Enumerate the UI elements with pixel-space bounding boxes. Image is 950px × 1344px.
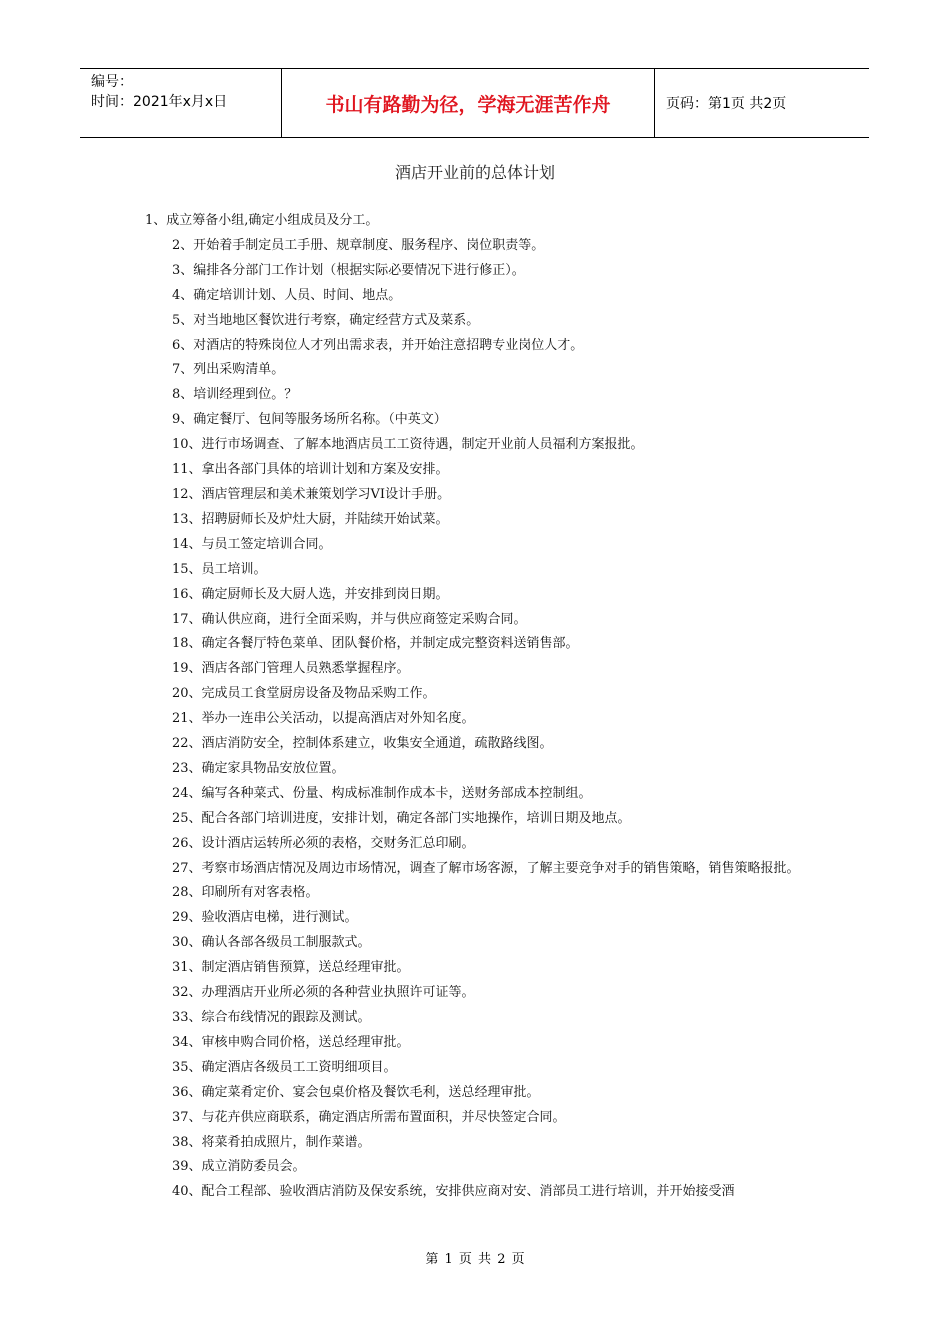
plan-item: 33、综合布线情况的跟踪及测试。 (172, 1010, 371, 1025)
plan-item: 13、招聘厨师长及炉灶大厨，并陆续开始试菜。 (172, 511, 449, 527)
plan-item: 27、考察市场酒店情况及周边市场情况，调查了解市场客源，了解主要竞争对手的销售策略，销售策略报批。 (172, 860, 800, 876)
plan-item: 1、成立筹备小组,确定小组成员及分工。 (145, 213, 379, 228)
header-table (80, 68, 869, 138)
plan-item: 9、确定餐厅、包间等服务场所名称。（中英文） (172, 412, 447, 428)
plan-item: 19、酒店各部门管理人员熟悉掌握程序。 (172, 661, 410, 677)
plan-item: 30、确认各部各级员工制服款式。 (172, 935, 371, 951)
plan-item: 12、酒店管理层和美术兼策划学习VI设计手册。 (172, 486, 451, 502)
plan-item: 10、进行市场调查、了解本地酒店员工工资待遇，制定开业前人员福利方案报批。 (172, 437, 644, 453)
plan-item: 28、印刷所有对客表格。 (172, 885, 319, 901)
plan-item: 14、与员工签定培训合同。 (172, 536, 332, 552)
plan-item: 5、对当地地区餐饮进行考察，确定经营方式及菜系。 (172, 312, 480, 328)
plan-item: 25、配合各部门培训进度，安排计划，确定各部门实地操作，培训日期及地点。 (172, 810, 631, 826)
plan-item: 29、验收酒店电梯，进行测试。 (172, 910, 358, 926)
plan-item: 24、编写各种菜式、份量、构成标准制作成本卡，送财务部成本控制组。 (172, 785, 592, 801)
plan-item: 4、确定培训计划、人员、时间、地点。 (172, 287, 402, 303)
plan-item: 31、制定酒店销售预算，送总经理审批。 (172, 960, 410, 976)
header-motto: 书山有路勤为径，学海无涯苦作舟 (282, 69, 655, 137)
plan-item: 21、举办一连串公关活动，以提高酒店对外知名度。 (172, 711, 475, 727)
plan-item: 35、确定酒店各级员工工资明细项目。 (172, 1059, 397, 1075)
document-date-label: 时间：2021年x月x日 (91, 94, 228, 110)
plan-item: 11、拿出各部门具体的培训计划和方案及安排。 (172, 462, 449, 478)
plan-item: 40、配合工程部、验收酒店消防及保安系统，安排供应商对安、消部员工进行培训，并开始接受酒 (172, 1184, 735, 1200)
plan-item: 15、员工培训。 (172, 561, 267, 577)
header-meta-cell (80, 69, 282, 137)
page-footer: 第 1 页 共 2 页 (425, 1252, 525, 1267)
plan-item: 6、对酒店的特殊岗位人才列出需求表，并开始注意招聘专业岗位人才。 (172, 337, 584, 353)
plan-item-list (145, 209, 810, 1205)
plan-item: 36、确定菜肴定价、宴会包桌价格及餐饮毛利，送总经理审批。 (172, 1084, 540, 1100)
plan-item: 22、酒店消防安全，控制体系建立，收集安全通道，疏散路线图。 (172, 736, 553, 752)
plan-item: 7、列出采购清单。 (172, 362, 285, 378)
plan-item: 18、确定各餐厅特色菜单、团队餐价格，并制定成完整资料送销售部。 (172, 636, 579, 652)
plan-item: 17、确认供应商，进行全面采购，并与供应商签定采购合同。 (172, 611, 527, 627)
plan-item: 26、设计酒店运转所必须的表格，交财务汇总印刷。 (172, 835, 475, 851)
plan-item: 23、确定家具物品安放位置。 (172, 760, 345, 776)
plan-item: 8、培训经理到位。？ (172, 387, 298, 403)
plan-item: 38、将菜肴拍成照片，制作菜谱。 (172, 1134, 371, 1150)
document-number-label: 编号： (91, 74, 133, 90)
plan-item: 16、确定厨师长及大厨人选，并安排到岗日期。 (172, 586, 449, 602)
plan-item: 2、开始着手制定员工手册、规章制度、服务程序、岗位职责等。 (172, 237, 545, 253)
header-page-label: 页码：第1页 共2页 (666, 96, 787, 112)
plan-item: 34、审核申购合同价格，送总经理审批。 (172, 1034, 410, 1050)
plan-item: 20、完成员工食堂厨房设备及物品采购工作。 (172, 686, 436, 702)
document-title: 酒店开业前的总体计划 (394, 163, 555, 182)
plan-item: 32、办理酒店开业所必须的各种营业执照许可证等。 (172, 985, 475, 1001)
plan-item: 37、与花卉供应商联系，确定酒店所需布置面积，并尽快签定合同。 (172, 1109, 566, 1125)
plan-item: 3、编排各分部门工作计划（根据实际必要情况下进行修正）。 (172, 262, 525, 278)
plan-item: 39、成立消防委员会。 (172, 1159, 306, 1175)
